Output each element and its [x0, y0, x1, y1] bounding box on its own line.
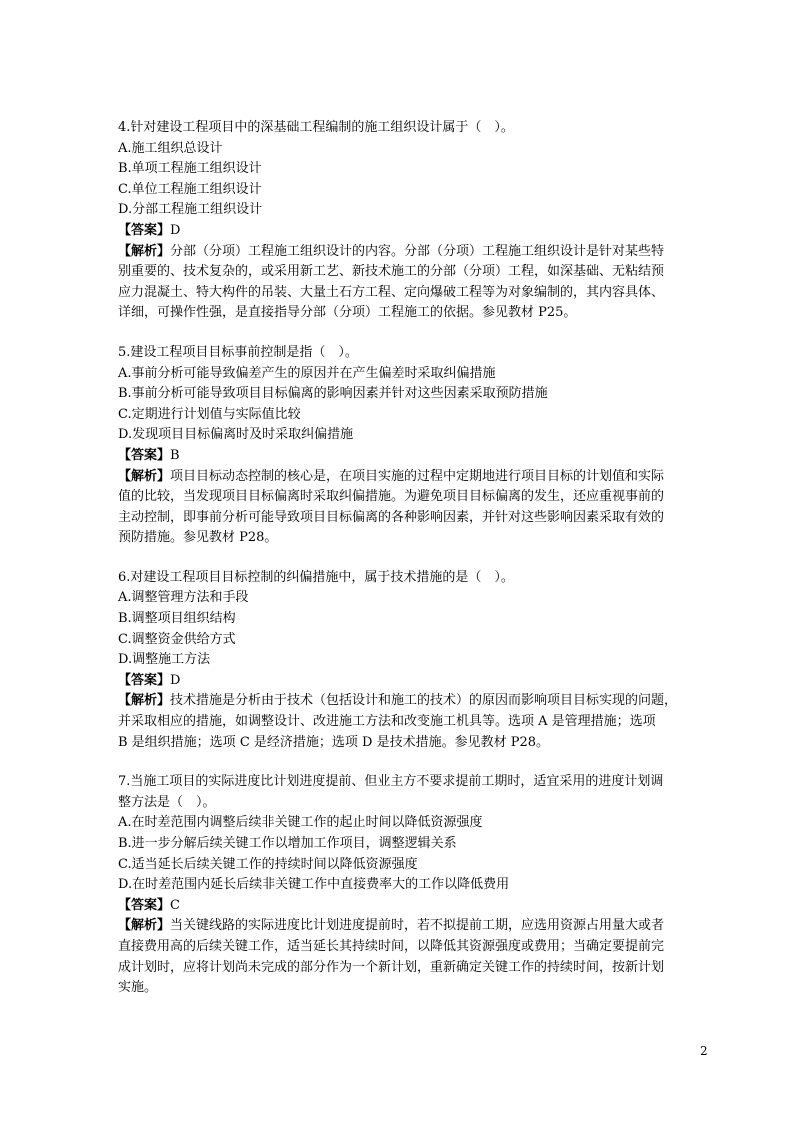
- answer-line: [118, 671, 718, 692]
- analysis-line: 值的比较，当发现项目目标偏离时采取纠偏措施。为避免项目目标偏离的发生，还应重视事前的: [118, 489, 665, 505]
- page-number: 2: [700, 1044, 708, 1058]
- question-6: [118, 568, 718, 753]
- analysis-line: [118, 916, 718, 937]
- option-d: D.发现项目目标偏离时及时采取纠偏措施: [118, 427, 354, 443]
- option-c: C.单位工程施工组织设计: [118, 181, 262, 197]
- question-7: [118, 772, 718, 999]
- question-stem: 7.当施工项目的实际进度比计划进度提前、但业主方不要求提前工期时，适宜采用的进度计划调: [118, 774, 664, 790]
- option-c: C.适当延长后续关键工作的持续时间以降低资源强度: [118, 856, 418, 872]
- analysis-label: 【解析】: [118, 693, 171, 709]
- analysis-line: 预防措施。参见教材 P28。: [118, 530, 278, 546]
- analysis-line: [118, 691, 718, 712]
- option-d: D.在时差范围内延长后续非关键工作中直接费率大的工作以降低费用: [118, 877, 510, 893]
- answer-value: D: [170, 222, 181, 238]
- answer-line: [118, 446, 718, 467]
- analysis-line: 别重要的、技术复杂的，或采用新工艺、新技术施工的分部（分项）工程，如深基础、无粘结预: [118, 264, 665, 280]
- option-b: B.进一步分解后续关键工作以增加工作项目，调整逻辑关系: [118, 836, 457, 851]
- analysis-line: 详细，可操作性强，是直接指导分部（分项）工程施工的依据。参见教材 P25。: [118, 305, 577, 321]
- question-stem: 5.建设工程项目目标事前控制是指（ ）。: [118, 344, 358, 360]
- option-d: D.分部工程施工组织设计: [118, 202, 263, 218]
- analysis-line: 并采取相应的措施，如调整设计、改进施工方法和改变施工机具等。选项 A 是管理措施；选项: [118, 714, 656, 730]
- analysis-text: 技术措施是分析由于技术（包括设计和施工的技术）的原因而影响项目目标实现的问题，: [170, 693, 678, 709]
- answer-value: B: [170, 447, 180, 463]
- answer-label: 【答案】: [118, 222, 171, 238]
- option-a: A.在时差范围内调整后续非关键工作的起止时间以降低资源强度: [118, 815, 483, 831]
- answer-label: 【答案】: [118, 897, 171, 913]
- option-d: D.调整施工方法: [118, 652, 211, 668]
- answer-line: [118, 896, 718, 917]
- option-b: B.事前分析可能导致项目目标偏离的影响因素并针对这些因素采取预防措施: [118, 386, 548, 402]
- option-b: B.调整项目组织结构: [118, 611, 236, 627]
- answer-label: 【答案】: [118, 672, 171, 688]
- option-a: A.调整管理方法和手段: [118, 590, 249, 606]
- analysis-line: [118, 242, 718, 263]
- analysis-line: 应力混凝土、特大构件的吊装、大量土石方工程、定向爆破工程等为对象编制的，其内容具体、: [118, 284, 665, 300]
- question-4: [118, 118, 718, 324]
- answer-label: 【答案】: [118, 447, 171, 463]
- option-c: C.定期进行计划值与实际值比较: [118, 406, 301, 422]
- question-stem: 4.针对建设工程项目中的深基础工程编制的施工组织设计属于（ ）。: [118, 120, 514, 135]
- option-c: C.调整资金供给方式: [118, 631, 236, 647]
- question-stem-continued: 整方法是（ ）。: [118, 794, 216, 810]
- answer-line: [118, 221, 718, 242]
- analysis-line: [118, 467, 718, 488]
- analysis-line: 实施。: [118, 980, 158, 996]
- analysis-label: 【解析】: [118, 468, 171, 484]
- analysis-line: 成计划时，应将计划尚未完成的部分作为一个新计划，重新确定关键工作的持续时间，按新计划: [118, 959, 665, 975]
- analysis-line: B 是组织措施；选项 C 是经济措施；选项 D 是技术措施。参见教材 P28。: [118, 734, 550, 750]
- analysis-line: 直接费用高的后续关键工作，适当延长其持续时间，以降低其资源强度或费用；当确定要提前完: [118, 938, 665, 954]
- analysis-text: 分部（分项）工程施工组织设计的内容。分部（分项）工程施工组织设计是针对某些特: [170, 243, 665, 259]
- answer-value: C: [170, 897, 180, 913]
- analysis-label: 【解析】: [118, 243, 171, 259]
- analysis-text: 项目目标动态控制的核心是，在项目实施的过程中定期地进行项目目标的计划值和实际: [170, 468, 665, 484]
- question-5: [118, 343, 718, 549]
- analysis-text: 当关键线路的实际进度比计划进度提前时，若不拟提前工期，应选用资源占用量大或者: [170, 918, 665, 934]
- answer-value: D: [170, 672, 181, 688]
- option-a: A.事前分析可能导致偏差产生的原因并在产生偏差时采取纠偏措施: [118, 365, 496, 381]
- question-stem: 6.对建设工程项目目标控制的纠偏措施中，属于技术措施的是（ ）。: [118, 569, 514, 585]
- analysis-label: 【解析】: [118, 918, 171, 934]
- option-b: B.单项工程施工组织设计: [118, 161, 262, 177]
- option-a: A.施工组织总设计: [118, 140, 223, 156]
- document-content: [118, 118, 718, 1018]
- analysis-line: 主动控制，即事前分析可能导致项目目标偏离的各种影响因素，并针对这些影响因素采取有效的: [118, 509, 665, 525]
